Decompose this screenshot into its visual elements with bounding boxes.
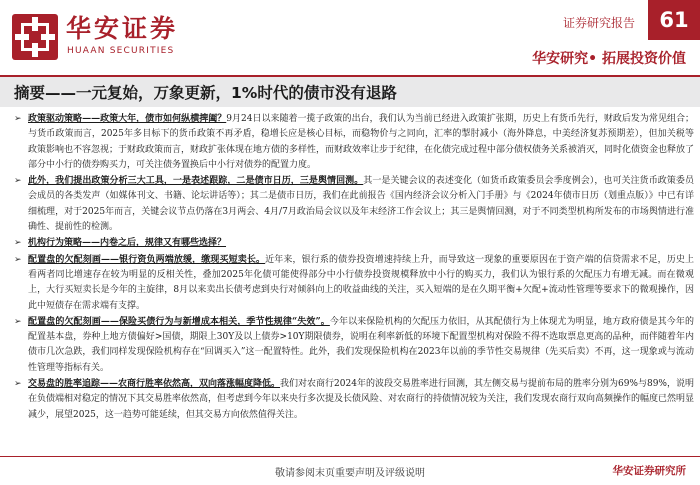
- item-text: 今年以来保险机构的欠配压力依旧，从其配债行为上体现尤为明显，地方政府债是其今年的配置基本盘，券种上地方债偏好>国债，期限上30Y及以上债券>10Y期限债券，说明在利率新低的环境下配置型机构对保险不得不选取票息更高的品种，而伴随着年内债市几次急跌，我们同样发现保险机构存在“回调买入”这一配置特性。此外，我们发现保险机构在2023年以前的季节性交易规律（先买后卖）不再，这一现象或与流动性管理等指标有关。: [28, 316, 694, 373]
- logo-english-name: HUAAN SECURITIES: [67, 46, 175, 56]
- item-lead: 此外，我们提出政策分析三大工具，一是表述跟踪，二是债市日历，三是舆情回测。: [28, 176, 364, 187]
- summary-item: [14, 174, 694, 235]
- item-lead: 机构行为策略——内卷之后，规律又有哪些选择？: [28, 238, 227, 249]
- arrow-bullet-icon: ➢: [14, 238, 22, 249]
- arrow-bullet-icon: ➢: [14, 254, 22, 265]
- summary-item: [14, 315, 694, 376]
- summary-item: [14, 253, 694, 314]
- seal-logo-icon: [12, 14, 58, 60]
- item-text: 9月24日以来随着一揽子政策的出台，我们认为当前已经进入政策扩张期，历史上有货币先行，财政后发为常见组合；与货币政策而言，2025年多目标下的货币政策不再矛盾，稳增长应是核心目标，而稳物价与之同向，汇率的掣肘减小（海外降息，中美经济复苏预期差），但加关税等政策影响也不容忽视；于财政政策而言，财政扩张体现在地方债的多样性，而财政效率让步于纪律，在化债完成过程中部分债权债务关系被消灭，同时化债资金也释放了部分中小行的债券购买力，可关注债务置换后中小行对债券的配置力度。: [28, 114, 695, 170]
- header-slogan: 华安研究• 拓展投资价值: [532, 51, 686, 67]
- title-bar: [0, 75, 700, 107]
- arrow-bullet-icon: ➢: [14, 114, 22, 124]
- summary-item: [14, 112, 694, 173]
- footer-divider: [0, 456, 700, 457]
- item-lead: 政策驱动策略——政策大年，债市如何纵横捭阖？: [28, 114, 227, 124]
- page-header: [0, 0, 700, 74]
- footer-brand: 华安证券研究所: [612, 465, 686, 477]
- item-lead: 交易盘的胜率追踪——农商行胜率依然高，双向落涨幅度降低。: [28, 379, 281, 390]
- page-title: 摘要——一元复始，万象更新，1%时代的债市没有退路: [14, 84, 397, 102]
- logo-chinese-name: 华安证券: [66, 14, 179, 43]
- page-number: 61: [648, 0, 700, 40]
- arrow-bullet-icon: ➢: [14, 379, 22, 390]
- summary-content: [14, 112, 694, 424]
- company-logo: [12, 14, 187, 60]
- footer-disclaimer: 敬请参阅末页重要声明及评级说明: [275, 468, 425, 479]
- item-lead: 配置盘的欠配刻画——银行资负两端放缓，缴现买短卖长。: [28, 254, 266, 265]
- summary-item: [14, 236, 694, 251]
- summary-item: [14, 377, 694, 423]
- item-text: 我们对农商行2024年的波段交易胜率进行回测，其左侧交易与提前布局的胜率分别为69%与89%，说明在负债端相对稳定的情况下其交易胜率依然高，但考虑到今年以来央行多次提及长债风险、对农商行的持债情况较为关注，我们发现农商行双向高频操作的幅度已然明显减少，展望2025，这一趋势可能延续，但其交易方向依然值得关注。: [28, 379, 695, 420]
- item-text: 其一是关键会议的表述变化（如货币政策委员会季度例会），也可关注货币政策委员会成员的各类发声（如媒体刊文、书籍、论坛讲话等）；其二是债市日历，我们在此前报告《国内经济会议分析入门手册》与《2024年债市日历（划重点版）》中已有详细梳理，对于2025年而言，关键会议节点仍落在3月两会、4月/7月政治局会议以及年末经济工作会议上；其三是舆情回测，对于不同类型机构所发布的市场舆情进行准确性、提前性的检测。: [28, 176, 694, 233]
- report-type-label: 证券研究报告: [562, 16, 635, 30]
- item-lead: 配置盘的欠配刻画——保险买债行为与新增成本相关，季节性规律“失效”。: [28, 316, 330, 327]
- arrow-bullet-icon: ➢: [14, 176, 22, 187]
- arrow-bullet-icon: ➢: [14, 316, 22, 327]
- item-text: 近年来，银行系的债券投资增速持续上升，而导致这一现象的重要原因在于资产端的信贷需求不足，历史上看两者同比增速存在较为明显的反相关性，叠加2025年化债可能使得部分中小行债券投资规模释放中小行的购买力，我们认为银行系的欠配压力有增无减。而在微观上，大行买短卖长是今年的主旋律，8月以来卖出长债考虑到央行对倾斜向上的收益曲线的关注，买入短端的是在久期平衡+欠配+流动性管理等要求下的微观操作，因此中短债存在需求端有支撑。: [28, 254, 694, 311]
